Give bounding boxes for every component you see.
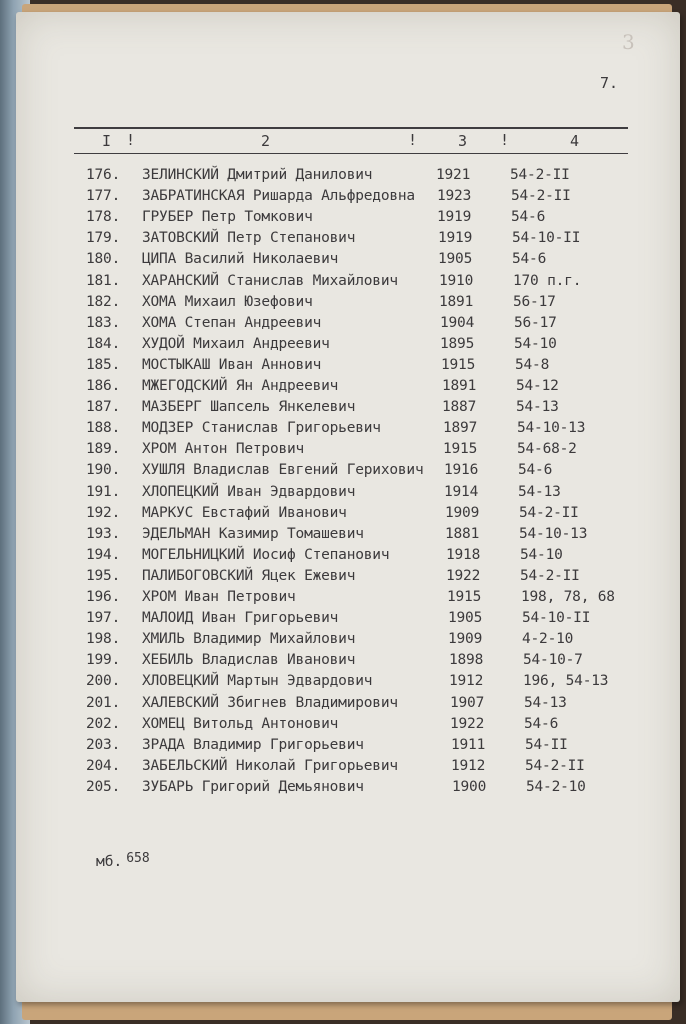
row-number: 188.	[86, 420, 121, 437]
article-code: 54-10	[514, 335, 557, 352]
table-row	[16, 378, 656, 399]
article-code: 56-17	[513, 293, 556, 310]
person-name: ХАЛЕВСКИЙ Збигнев Владимирович	[142, 694, 398, 711]
person-name: МАРКУС Евстафий Иванович	[142, 504, 347, 521]
table-row	[16, 484, 656, 505]
row-number: 182.	[86, 293, 121, 310]
table-row	[16, 420, 656, 441]
table-row	[16, 336, 656, 357]
table-row	[16, 526, 656, 547]
birth-year: 1891	[439, 293, 474, 310]
article-code: 54-6	[524, 715, 559, 732]
person-name: ЗАБЕЛЬСКИЙ Николай Григорьевич	[142, 757, 398, 774]
birth-year: 1909	[448, 631, 483, 648]
person-name: ХРОМ Иван Петрович	[142, 589, 296, 605]
corner-mark: 3	[622, 30, 635, 54]
person-name: ЗУБАРЬ Григорий Демьянович	[142, 778, 364, 795]
birth-year: 1918	[446, 546, 481, 563]
birth-year: 1915	[441, 356, 476, 373]
article-code: 170 п.г.	[513, 272, 582, 289]
article-code: 54-10-II	[522, 610, 591, 627]
birth-year: 1919	[437, 209, 472, 226]
row-number: 200.	[86, 673, 121, 690]
row-number: 199.	[86, 652, 121, 669]
birth-year: 1921	[436, 167, 471, 183]
row-number: 197.	[86, 610, 121, 627]
birth-year: 1923	[437, 188, 472, 205]
birth-year: 1897	[443, 420, 478, 437]
birth-year: 1922	[446, 567, 481, 584]
row-number: 189.	[86, 441, 121, 458]
table-row	[16, 547, 656, 568]
row-number: 177.	[86, 188, 121, 205]
birth-year: 1900	[452, 778, 487, 795]
table-row	[16, 273, 656, 294]
table-row	[16, 695, 656, 716]
person-name: ХОМЕЦ Витольд Антонович	[142, 715, 339, 732]
table-row	[16, 610, 656, 631]
table-row	[16, 167, 656, 188]
birth-year: 1905	[448, 610, 483, 627]
column-header-1: I	[102, 132, 112, 150]
person-name: ЗРАДА Владимир Григорьевич	[142, 736, 364, 753]
article-code: 54-6	[511, 209, 546, 226]
row-number: 176.	[86, 167, 121, 183]
row-number: 191.	[86, 483, 121, 500]
footer-mark	[96, 851, 150, 870]
person-name: ЗАТОВСКИЙ Петр Степанович	[142, 230, 356, 247]
row-number: 181.	[86, 272, 121, 289]
row-number: 202.	[86, 715, 121, 732]
birth-year: 1912	[451, 757, 486, 774]
row-number: 196.	[86, 589, 121, 605]
row-number: 179.	[86, 230, 121, 247]
person-name: ХОМА Степан Андреевич	[142, 314, 322, 331]
row-number: 190.	[86, 462, 121, 479]
table-row	[16, 716, 656, 737]
table-row	[16, 399, 656, 420]
article-code: 54-12	[516, 378, 559, 394]
row-number: 183.	[86, 314, 121, 331]
row-number: 194.	[86, 546, 121, 563]
column-separator: !	[126, 131, 136, 149]
birth-year: 1909	[445, 504, 480, 521]
table-row	[16, 230, 656, 251]
article-code: 54-2-II	[520, 567, 580, 584]
article-code: 54-2-II	[510, 167, 570, 183]
birth-year: 1915	[447, 589, 482, 605]
person-name: МОСТЫКАШ Иван Аннович	[142, 356, 322, 373]
article-code: 54-8	[515, 356, 550, 373]
column-header-2: 2	[261, 132, 271, 150]
birth-year: 1905	[438, 251, 473, 268]
row-number: 184.	[86, 335, 121, 352]
article-code: 54-2-II	[525, 757, 585, 774]
birth-year: 1907	[450, 694, 485, 711]
table-row	[16, 315, 656, 336]
article-code: 198, 78, 68	[521, 589, 615, 605]
column-separator: !	[500, 131, 510, 149]
article-code: 196, 54-13	[523, 673, 609, 690]
row-number: 201.	[86, 694, 121, 711]
person-name: ЦИПА Василий Николаевич	[142, 251, 339, 268]
person-name: ХЛОВЕЦКИЙ Мартын Эдвардович	[142, 673, 373, 690]
row-number: 203.	[86, 736, 121, 753]
birth-year: 1916	[444, 462, 479, 479]
table-row	[16, 758, 656, 779]
person-name: ХЛОПЕЦКИЙ Иван Эдвардович	[142, 483, 356, 500]
article-code: 54-6	[512, 251, 547, 268]
article-code: 54-2-10	[526, 778, 586, 795]
article-code: 56-17	[514, 314, 557, 331]
birth-year: 1910	[439, 272, 474, 289]
column-separator: !	[408, 131, 418, 149]
article-code: 54-68-2	[517, 441, 577, 458]
row-number: 187.	[86, 399, 121, 416]
column-header-4: 4	[570, 132, 580, 150]
birth-year: 1895	[440, 335, 475, 352]
person-name: МОГЕЛЬНИЦКИЙ Иосиф Степанович	[142, 546, 390, 563]
footer-label: мб.	[96, 854, 123, 870]
table-row	[16, 294, 656, 315]
article-code: 54-10-II	[512, 230, 581, 247]
birth-year: 1919	[438, 230, 473, 247]
article-code: 54-2-II	[511, 188, 571, 205]
row-number: 205.	[86, 778, 121, 795]
person-name: ЗАБРАТИНСКАЯ Ришарда Альфредовна	[142, 188, 415, 205]
article-code: 54-6	[518, 462, 553, 479]
article-code: 54-2-II	[519, 504, 579, 521]
birth-year: 1915	[443, 441, 478, 458]
table-row	[16, 462, 656, 483]
table-row	[16, 357, 656, 378]
table-row	[16, 631, 656, 652]
table-row	[16, 251, 656, 272]
table-row	[16, 209, 656, 230]
row-number: 185.	[86, 356, 121, 373]
table-row	[16, 673, 656, 694]
table-row	[16, 589, 656, 610]
person-name: ЭДЕЛЬМАН Казимир Томашевич	[142, 525, 364, 542]
table-row	[16, 568, 656, 589]
birth-year: 1881	[445, 525, 480, 542]
article-code: 54-13	[524, 694, 567, 711]
article-code: 54-13	[518, 483, 561, 500]
table-top-rule	[74, 127, 628, 129]
birth-year: 1922	[450, 715, 485, 732]
person-name: ХУШЛЯ Владислав Евгений Герихович	[142, 462, 424, 479]
person-name: МАЛОИД Иван Григорьевич	[142, 610, 339, 627]
person-name: ХМИЛЬ Владимир Михайлович	[142, 631, 356, 648]
person-name: ПАЛИБОГОВСКИЙ Яцек Ежевич	[142, 567, 356, 584]
person-name: ХУДОЙ Михаил Андреевич	[142, 335, 330, 352]
table-row	[16, 652, 656, 673]
row-number: 178.	[86, 209, 121, 226]
article-code: 4-2-10	[522, 631, 574, 648]
person-name: ХРОМ Антон Петрович	[142, 441, 305, 458]
birth-year: 1914	[444, 483, 479, 500]
row-number: 192.	[86, 504, 121, 521]
article-code: 54-10-13	[519, 525, 588, 542]
birth-year: 1911	[451, 736, 486, 753]
person-name: ЗЕЛИНСКИЙ Дмитрий Данилович	[142, 167, 373, 183]
article-code: 54-10	[520, 546, 563, 563]
table-row	[16, 188, 656, 209]
document-page	[16, 12, 680, 1002]
article-code: 54-II	[525, 736, 568, 753]
birth-year: 1904	[440, 314, 475, 331]
row-number: 186.	[86, 378, 121, 394]
table-header-rule	[74, 153, 628, 154]
table-row	[16, 737, 656, 758]
person-name: МОДЗЕР Станислав Григорьевич	[142, 420, 381, 437]
person-name: ХОМА Михаил Юзефович	[142, 293, 313, 310]
article-code: 54-13	[516, 399, 559, 416]
page-number: 7.	[600, 74, 619, 92]
article-code: 54-10-13	[517, 420, 586, 437]
birth-year: 1912	[449, 673, 484, 690]
row-number: 198.	[86, 631, 121, 648]
birth-year: 1898	[449, 652, 484, 669]
person-name: ХЕБИЛЬ Владислав Иванович	[142, 652, 356, 669]
birth-year: 1891	[442, 378, 477, 394]
row-number: 195.	[86, 567, 121, 584]
person-name: ГРУБЕР Петр Томкович	[142, 209, 313, 226]
birth-year: 1887	[442, 399, 477, 416]
table-row	[16, 441, 656, 462]
row-number: 204.	[86, 757, 121, 774]
person-name: ХАРАНСКИЙ Станислав Михайлович	[142, 272, 398, 289]
row-number: 180.	[86, 251, 121, 268]
table-row	[16, 779, 656, 800]
person-name: МЖЕГОДСКИЙ Ян Андреевич	[142, 378, 339, 394]
article-code: 54-10-7	[523, 652, 583, 669]
person-name: МАЗБЕРГ Шапсель Янкелевич	[142, 399, 356, 416]
table-row	[16, 505, 656, 526]
row-number: 193.	[86, 525, 121, 542]
column-header-3: 3	[458, 132, 468, 150]
footer-number: 658	[126, 851, 150, 866]
